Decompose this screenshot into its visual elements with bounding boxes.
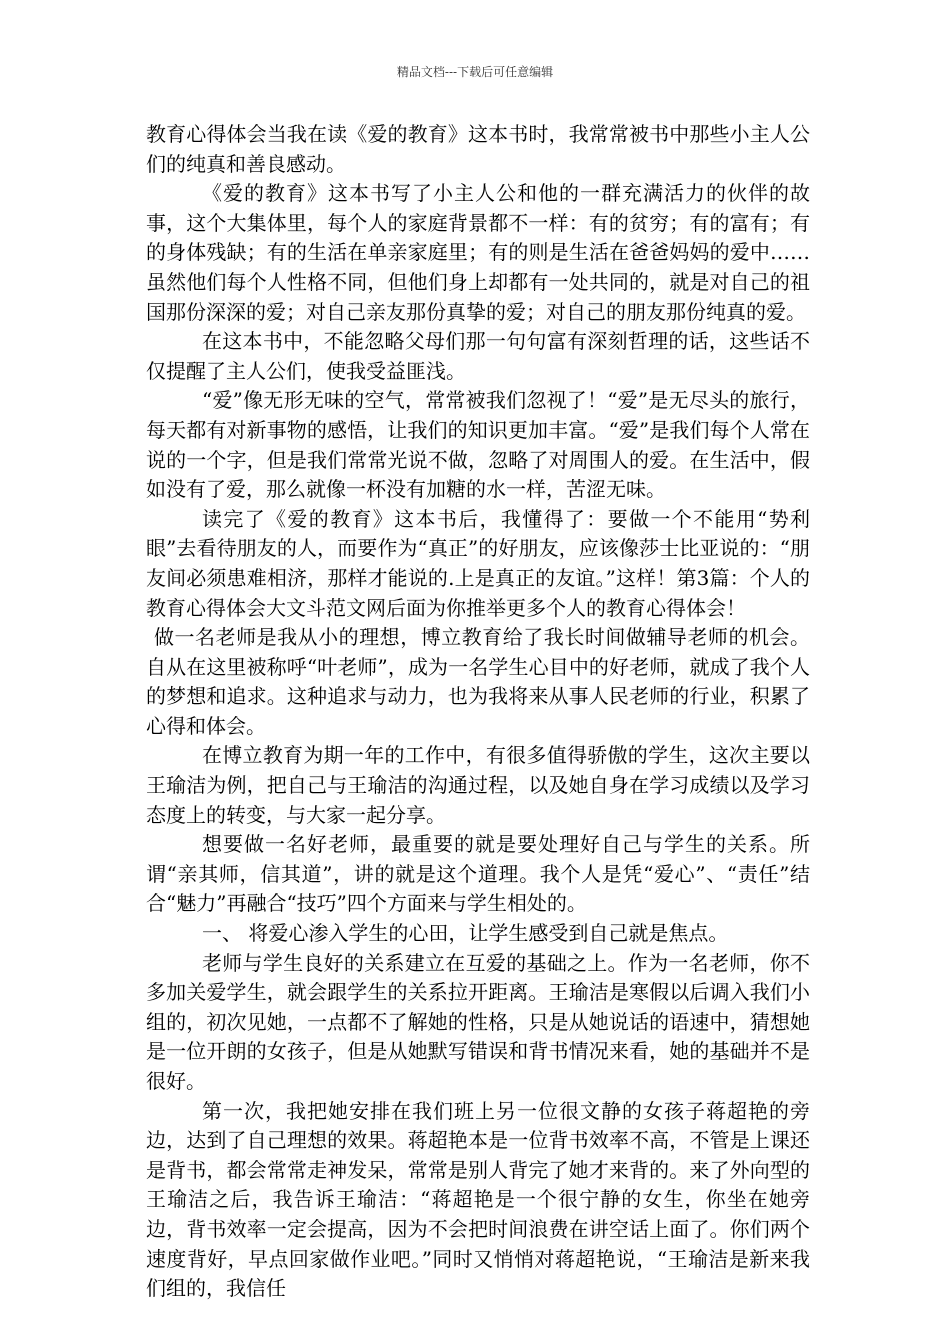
paragraph-3: 在这本书中，不能忽略父母们那一句句富有深刻哲理的话，这些话不仅提醒了主人公们，使我受益匪浅。 (146, 329, 810, 383)
section-heading: 一、 将爱心渗入学生的心田，让学生感受到自己就是焦点。 (202, 921, 729, 946)
paragraph-6: 做一名老师是我从小的理想，博立教育给了我长时间做辅导老师的机会。自从在这里被称呼“叶老师”，成为一名学生心目中的好老师，就成了我个人的梦想和追求。这种追求与动力，也为我将来从事人民老师的行业，积累了心得和体会。 (146, 625, 810, 738)
document-body (146, 120, 810, 1304)
paragraph-11: 第一次，我把她安排在我们班上另一位很文静的女孩子蒋超艳的旁边，达到了自己理想的效果。蒋超艳本是一位背书效率不高，不管是上课还是背书，都会常常走神发呆，常常是别人背完了她才来背的。来了外向型的王瑜洁之后，我告诉王瑜洁：“蒋超艳是一个很宁静的女生，你坐在她旁边，背书效率一定会提高，因为不会把时间浪费在讲空话上面了。你们两个速度背好，早点回家做作业吧。”同时又悄悄对蒋超艳说，“王瑜洁是新来我们组的，我信任 (146, 1098, 810, 1301)
paragraph-5: 读完了《爱的教育》这本书后，我懂得了：要做一个不能用“势利眼”去看待朋友的人，而要作为“真正”的好朋友，应该像莎士比亚说的：“朋友间必须患难相济，那样才能说的.上是真正的友谊。”这样！第3篇：个人的教育心得体会大文斗范文网后面为你推举更多个人的教育心得体会！ (146, 506, 810, 620)
paragraph-7: 在博立教育为期一年的工作中，有很多值得骄傲的学生，这次主要以王瑜洁为例，把自己与王瑜洁的沟通过程，以及她自身在学习成绩以及学习态度上的转变，与大家一起分享。 (146, 743, 810, 827)
paragraph-10: 老师与学生良好的关系建立在互爱的基础之上。作为一名老师，你不多加关爱学生，就会跟学生的关系拉开距离。王瑜洁是寒假以后调入我们小组的，初次见她，一点都不了解她的性格，只是从她说话的语速中，猜想她是一位开朗的女孩子，但是从她默写错误和背书情况来看，她的基础并不是很好。 (146, 950, 810, 1093)
paragraph-1: 教育心得体会当我在读《爱的教育》这本书时，我常常被书中那些小主人公们的纯真和善良感动。 (146, 122, 810, 176)
paragraph-8: 想要做一名好老师，最重要的就是要处理好自己与学生的关系。所谓“亲其师，信其道”，讲的就是这个道理。我个人是凭“爱心”、“责任”结合“魅力”再融合“技巧”四个方面来与学生相处的。 (146, 832, 810, 916)
paragraph-2: 《爱的教育》这本书写了小主人公和他的一群充满活力的伙伴的故事，这个大集体里，每个人的家庭背景都不一样：有的贫穷；有的富有；有的身体残缺；有的生活在单亲家庭里；有的则是生活在爸爸妈妈的爱中……虽然他们每个人性格不同，但他们身上却都有一处共同的，就是对自己的祖国那份深深的爱；对自己亲友那份真挚的爱；对自己的朋友那份纯真的爱。 (146, 181, 810, 324)
paragraph-4: “爱”像无形无味的空气，常常被我们忽视了！“爱”是无尽头的旅行，每天都有对新事物的感悟，让我们的知识更加丰富。“爱”是我们每个人常在说的一个字，但是我们常常光说不做，忽略了对周围人的爱。在生活中，假如没有了爱，那么就像一杯没有加糖的水一样，苦涩无味。 (146, 388, 810, 502)
page-header: 精品文档---下载后可任意编辑 (396, 65, 554, 79)
